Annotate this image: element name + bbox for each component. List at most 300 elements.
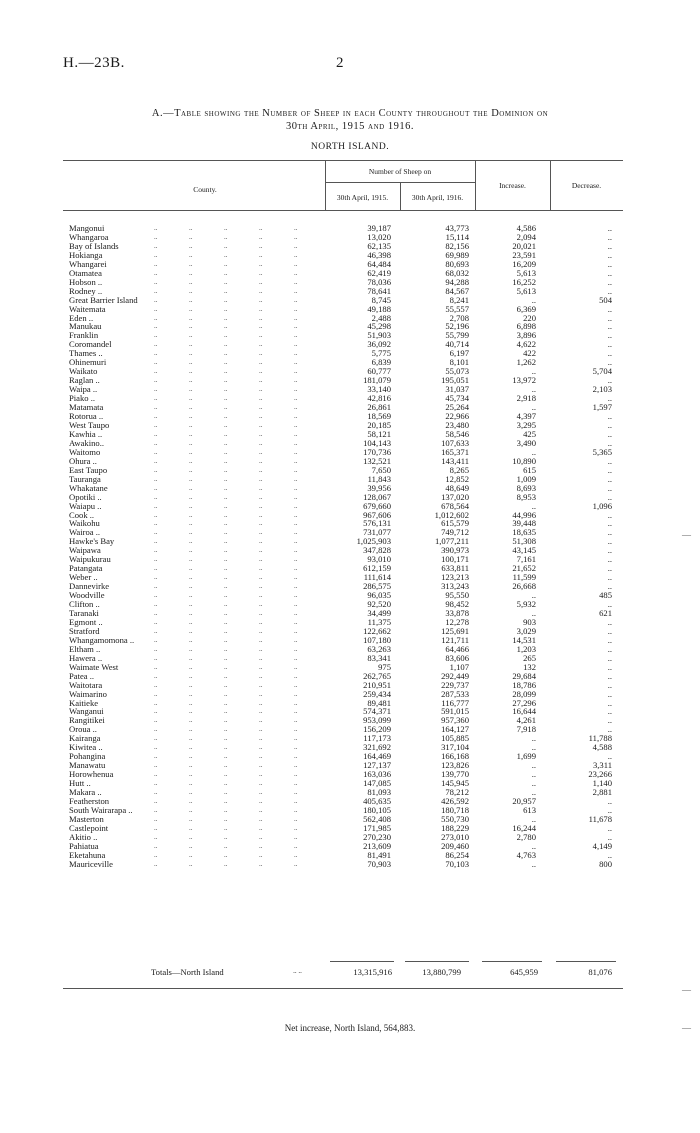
county-name: Kaitieke (69, 698, 99, 708)
leader-dot: .. (224, 358, 228, 367)
leader-dot: .. (294, 376, 298, 385)
county-name: Kairanga (69, 734, 101, 744)
decrease-value: .. (607, 751, 612, 762)
sheep-1916: 25,264 (445, 402, 469, 413)
table-title (60, 107, 640, 133)
sheep-1915: 33,140 (367, 384, 391, 395)
header-bottom-rule (63, 210, 623, 211)
leader-dot: .. (154, 385, 158, 394)
sheep-1915: 60,777 (367, 366, 391, 377)
leader-dots (154, 690, 329, 699)
leader-dot: .. (154, 331, 158, 340)
county-name: Waimate West (69, 662, 119, 672)
county-name: Eketahuna (69, 850, 106, 860)
leader-dots (154, 233, 329, 242)
leader-dot: .. (224, 331, 228, 340)
leader-dots (154, 376, 329, 385)
leader-dot: .. (154, 250, 158, 259)
leader-dot: .. (154, 447, 158, 456)
increase-value: 7,161 (516, 554, 536, 565)
leader-dot: .. (154, 474, 158, 483)
leader-dot: .. (154, 232, 158, 241)
increase-value: 3,896 (516, 330, 536, 341)
leader-dot: .. (294, 420, 298, 429)
decrease-value: .. (607, 715, 612, 726)
leader-dot: .. (224, 617, 228, 626)
leader-dot: .. (224, 743, 228, 752)
leader-dot: .. (224, 546, 228, 555)
leader-dot: .. (224, 823, 228, 832)
leader-dot: .. (154, 438, 158, 447)
leader-dot: .. (294, 403, 298, 412)
sheep-1916: 164,127 (441, 724, 469, 735)
leader-dot: .. (224, 412, 228, 421)
decrease-value: .. (607, 616, 612, 627)
leader-dot: .. (259, 653, 263, 662)
leader-dots (154, 564, 329, 573)
leader-dot: .. (189, 250, 193, 259)
leader-dots (154, 269, 329, 278)
decrease-value: .. (607, 482, 612, 493)
leader-dot: .. (154, 680, 158, 689)
leader-dot: .. (224, 573, 228, 582)
sheep-1915: 347,828 (363, 545, 391, 556)
leader-dot: .. (154, 752, 158, 761)
sheep-1916: 550,730 (441, 813, 469, 824)
leader-dots (154, 734, 329, 743)
leader-dot: .. (259, 331, 263, 340)
leader-dot: .. (224, 438, 228, 447)
sheep-1916: 591,015 (441, 706, 469, 717)
county-name: Whangaroa (69, 232, 109, 242)
leader-dot: .. (259, 349, 263, 358)
leader-dot: .. (224, 250, 228, 259)
sheep-1915: 62,135 (367, 240, 391, 251)
totals-1916: 13,880,799 (422, 967, 461, 977)
increase-value: 18,786 (512, 679, 536, 690)
leader-dots (154, 340, 329, 349)
county-name: Manukau (69, 322, 102, 332)
leader-dots (154, 842, 329, 851)
leader-dot: .. (224, 304, 228, 313)
county-name: Matamata (69, 403, 104, 413)
leader-dot: .. (189, 608, 193, 617)
leader-dot: .. (154, 537, 158, 546)
leader-dot: .. (154, 671, 158, 680)
sheep-1915: 63,263 (367, 643, 391, 654)
county-name: Rodney .. (69, 286, 103, 296)
table-bottom-rule (63, 988, 623, 989)
leader-dot: .. (189, 447, 193, 456)
county-name: Rangitikei (69, 716, 105, 726)
leader-dot: .. (259, 608, 263, 617)
leader-dot: .. (259, 841, 263, 850)
increase-value: .. (531, 769, 536, 780)
leader-dots (154, 349, 329, 358)
leader-dot: .. (189, 832, 193, 841)
sheep-1915: 2,488 (371, 312, 391, 323)
leader-dot: .. (189, 752, 193, 761)
sheep-1915: 64,484 (367, 258, 391, 269)
leader-dot: .. (294, 600, 298, 609)
sheep-1915: 78,036 (367, 276, 391, 287)
header-top-rule (63, 160, 623, 161)
leader-dot: .. (224, 385, 228, 394)
leader-dot: .. (224, 241, 228, 250)
sheep-1916: 116,777 (441, 697, 469, 708)
leader-dots (154, 403, 329, 412)
county-name: Taranaki (69, 608, 99, 618)
leader-dot: .. (259, 689, 263, 698)
sheep-1915: 81,093 (367, 787, 391, 798)
county-name: Manawatu (69, 761, 106, 771)
leader-dot: .. (189, 555, 193, 564)
leader-dots (154, 806, 329, 815)
leader-dot: .. (154, 743, 158, 752)
leader-dot: .. (259, 358, 263, 367)
sheep-1916: 6,197 (449, 348, 469, 359)
county-header: County. (193, 185, 217, 194)
increase-value: 7,918 (516, 724, 536, 735)
increase-value: 13,972 (512, 375, 536, 386)
leader-dot: .. (189, 286, 193, 295)
decrease-value: .. (607, 554, 612, 565)
increase-value: 29,684 (512, 670, 536, 681)
leader-dot: .. (259, 564, 263, 573)
sheep-1916: 615,579 (441, 518, 469, 529)
leader-dot: .. (294, 779, 298, 788)
decrease-value: .. (607, 428, 612, 439)
leader-dots (154, 278, 329, 287)
sheep-1916: 52,196 (445, 321, 469, 332)
leader-dot: .. (154, 779, 158, 788)
leader-dot: .. (154, 797, 158, 805)
leader-dot: .. (224, 447, 228, 456)
county-name: Waitotara (69, 680, 103, 690)
totals-label: Totals—North Island (151, 967, 224, 977)
leader-dot: .. (259, 340, 263, 349)
increase-value: 3,029 (516, 625, 536, 636)
decrease-value: 504 (599, 294, 612, 305)
leader-dot: .. (224, 653, 228, 662)
increase-value: 4,622 (516, 339, 536, 350)
sheep-1915: 42,816 (367, 393, 391, 404)
decrease-value: .. (607, 357, 612, 368)
totals-top-rule-1915 (330, 961, 394, 962)
table-row (69, 725, 612, 734)
leader-dot: .. (259, 797, 263, 805)
leader-dot: .. (189, 707, 193, 716)
county-name: Hobson .. (69, 277, 103, 287)
leader-dot: .. (259, 492, 263, 501)
increase-value: .. (531, 366, 536, 377)
leader-dot: .. (294, 259, 298, 268)
leader-dot: .. (189, 501, 193, 510)
county-name: Waipa .. (69, 385, 98, 395)
sheep-1915: 92,520 (367, 599, 391, 610)
decrease-value: 23,266 (588, 769, 612, 780)
leader-dot: .. (259, 555, 263, 564)
leader-dots (154, 358, 329, 367)
leader-dot: .. (259, 438, 263, 447)
sheep-1915: 39,187 (367, 223, 391, 233)
county-name: Raglan .. (69, 376, 100, 386)
leader-dot: .. (294, 232, 298, 241)
sheep-1916: 15,114 (445, 231, 469, 242)
sheep-1915: 270,230 (363, 831, 391, 842)
leader-dot: .. (294, 725, 298, 734)
sheep-1915: 93,010 (367, 554, 391, 565)
decrease-value: .. (607, 393, 612, 404)
sheep-1915: 562,408 (363, 813, 391, 824)
leader-dot: .. (189, 662, 193, 671)
leader-dot: .. (189, 259, 193, 268)
decrease-value: .. (607, 267, 612, 278)
leader-dot: .. (294, 850, 298, 859)
leader-dots (154, 394, 329, 403)
sheep-1915: 62,419 (367, 267, 391, 278)
leader-dot: .. (224, 492, 228, 501)
increase-value: 5,613 (516, 267, 536, 278)
leader-dot: .. (189, 761, 193, 770)
leader-dot: .. (224, 340, 228, 349)
decrease-value: 5,704 (592, 366, 612, 377)
county-name: South Wairarapa .. (69, 805, 133, 815)
increase-value: .. (531, 590, 536, 601)
leader-dot: .. (259, 680, 263, 689)
increase-value: 43,145 (512, 545, 536, 556)
sheep-1916: 123,826 (441, 760, 469, 771)
leader-dot: .. (259, 805, 263, 814)
county-name: Tauranga (69, 474, 101, 484)
table-row (69, 770, 612, 779)
leader-dot: .. (294, 474, 298, 483)
leader-dot: .. (189, 546, 193, 555)
leader-dots (154, 573, 329, 582)
sheep-1915: 405,635 (363, 796, 391, 806)
decrease-value: .. (607, 411, 612, 422)
increase-value: 2,918 (516, 393, 536, 404)
leader-dot: .. (224, 519, 228, 528)
leader-dot: .. (189, 716, 193, 725)
leader-dot: .. (189, 850, 193, 859)
increase-value: .. (531, 733, 536, 744)
decrease-value: .. (607, 545, 612, 556)
increase-value: .. (531, 858, 536, 869)
decrease-value: .. (607, 491, 612, 502)
leader-dot: .. (189, 788, 193, 797)
table-row (69, 394, 612, 403)
increase-value: 5,932 (516, 599, 536, 610)
leader-dot: .. (294, 716, 298, 725)
table-row (69, 287, 612, 296)
table-row (69, 806, 612, 815)
county-name: West Taupo (69, 420, 110, 430)
leader-dot: .. (224, 600, 228, 609)
increase-value: 1,262 (516, 357, 536, 368)
leader-dot: .. (259, 277, 263, 286)
leader-dot: .. (189, 823, 193, 832)
table-row (69, 358, 612, 367)
sheep-1915: 36,092 (367, 339, 391, 350)
leader-dots (154, 296, 329, 305)
sheep-1916: 957,360 (441, 715, 469, 726)
increase-value: .. (531, 787, 536, 798)
leader-dots (154, 385, 329, 394)
leader-dot: .. (294, 573, 298, 582)
leader-dots (154, 484, 329, 493)
decrease-value: .. (607, 679, 612, 690)
totals-top-rule-1916 (405, 961, 469, 962)
leader-dot: .. (154, 770, 158, 779)
table-row (69, 600, 612, 609)
leader-dot: .. (259, 304, 263, 313)
decrease-value: .. (607, 625, 612, 636)
increase-value: 903 (523, 616, 536, 627)
leader-dot: .. (259, 224, 263, 232)
leader-dots (154, 618, 329, 627)
leader-dot: .. (224, 689, 228, 698)
increase-value: 20,957 (512, 796, 536, 806)
leader-dot: .. (224, 537, 228, 546)
leader-dot: .. (259, 698, 263, 707)
table-row (69, 582, 612, 591)
county-name: Weber .. (69, 573, 98, 583)
table-row (69, 752, 612, 761)
leader-dot: .. (294, 671, 298, 680)
county-name: Stratford (69, 626, 100, 636)
decrease-value: .. (607, 240, 612, 251)
leader-dot: .. (154, 304, 158, 313)
leader-dot: .. (294, 537, 298, 546)
totals-dots: .. .. (293, 967, 302, 975)
totals-top-rule-dec (556, 961, 616, 962)
leader-dot: .. (224, 510, 228, 519)
increase-value: 20,021 (512, 240, 536, 251)
decrease-value: .. (607, 249, 612, 260)
decrease-value: .. (607, 688, 612, 699)
decrease-value: .. (607, 419, 612, 430)
increase-value: 220 (523, 312, 536, 323)
leader-dot: .. (189, 358, 193, 367)
leader-dot: .. (294, 429, 298, 438)
leader-dots (154, 322, 329, 331)
leader-dot: .. (189, 537, 193, 546)
leader-dot: .. (259, 474, 263, 483)
leader-dot: .. (189, 376, 193, 385)
leader-dot: .. (154, 832, 158, 841)
leader-dots (154, 627, 329, 636)
leader-dot: .. (294, 644, 298, 653)
leader-dot: .. (224, 752, 228, 761)
increase-value: .. (531, 742, 536, 753)
sheep-1916: 94,288 (445, 276, 469, 287)
leader-dot: .. (189, 734, 193, 743)
leader-dot: .. (154, 456, 158, 465)
increase-value: 4,261 (516, 715, 536, 726)
leader-dot: .. (189, 322, 193, 331)
leader-dot: .. (154, 573, 158, 582)
leader-dots (154, 493, 329, 502)
leader-dot: .. (189, 429, 193, 438)
leader-dot: .. (294, 770, 298, 779)
county-name: Waiapu .. (69, 501, 102, 511)
leader-dots (154, 752, 329, 761)
totals-top-rule-inc (482, 961, 542, 962)
county-name: East Taupo (69, 465, 108, 475)
leader-dot: .. (189, 805, 193, 814)
leader-dot: .. (294, 501, 298, 510)
decrease-value: .. (607, 831, 612, 842)
decrease-header: Decrease. (571, 181, 602, 190)
leader-dot: .. (154, 367, 158, 376)
leader-dot: .. (189, 635, 193, 644)
increase-value: 4,763 (516, 849, 536, 860)
county-name: Waitomo (69, 447, 101, 457)
decrease-value: .. (607, 473, 612, 484)
leader-dot: .. (294, 340, 298, 349)
decrease-value: 1,140 (592, 778, 612, 789)
leader-dot: .. (294, 859, 298, 868)
increase-value: .. (531, 813, 536, 824)
sheep-1915: 171,985 (363, 822, 391, 833)
county-name: Waipukurau (69, 555, 111, 565)
sheep-1915: 7,650 (371, 464, 391, 475)
leader-dot: .. (224, 465, 228, 474)
leader-dot: .. (154, 600, 158, 609)
sheep-1916: 2,708 (449, 312, 469, 323)
leader-dot: .. (224, 232, 228, 241)
leader-dot: .. (154, 420, 158, 429)
leader-dot: .. (294, 313, 298, 322)
county-name: Coromandel (69, 340, 112, 350)
decrease-value: .. (607, 563, 612, 574)
leader-dot: .. (154, 698, 158, 707)
leader-dot: .. (294, 832, 298, 841)
leader-dot: .. (189, 841, 193, 850)
leader-dot: .. (154, 394, 158, 403)
sheep-number-header: Number of Sheep on (368, 167, 432, 176)
leader-dot: .. (294, 483, 298, 492)
decrease-value: .. (607, 258, 612, 269)
leader-dot: .. (294, 662, 298, 671)
leader-dot: .. (294, 492, 298, 501)
leader-dot: .. (259, 456, 263, 465)
sheep-1915: 34,499 (367, 607, 391, 618)
sheep-1915: 163,036 (363, 769, 391, 780)
leader-dot: .. (294, 268, 298, 277)
leader-dot: .. (259, 537, 263, 546)
leader-dot: .. (224, 716, 228, 725)
leader-dot: .. (154, 519, 158, 528)
leader-dot: .. (189, 295, 193, 304)
increase-value: 8,693 (516, 482, 536, 493)
sheep-1915: 731,077 (363, 527, 391, 538)
leader-dot: .. (224, 698, 228, 707)
table-row (69, 779, 612, 788)
leader-dot: .. (154, 814, 158, 823)
leader-dot: .. (224, 626, 228, 635)
leader-dot: .. (294, 510, 298, 519)
leader-dots (154, 725, 329, 734)
sheep-1915: 117,173 (363, 733, 391, 744)
leader-dot: .. (294, 385, 298, 394)
sheep-1916: 70,103 (445, 858, 469, 869)
sheep-1915: 5,775 (371, 348, 391, 359)
increase-value: 16,252 (512, 276, 536, 287)
leader-dot: .. (259, 519, 263, 528)
leader-dot: .. (294, 707, 298, 716)
